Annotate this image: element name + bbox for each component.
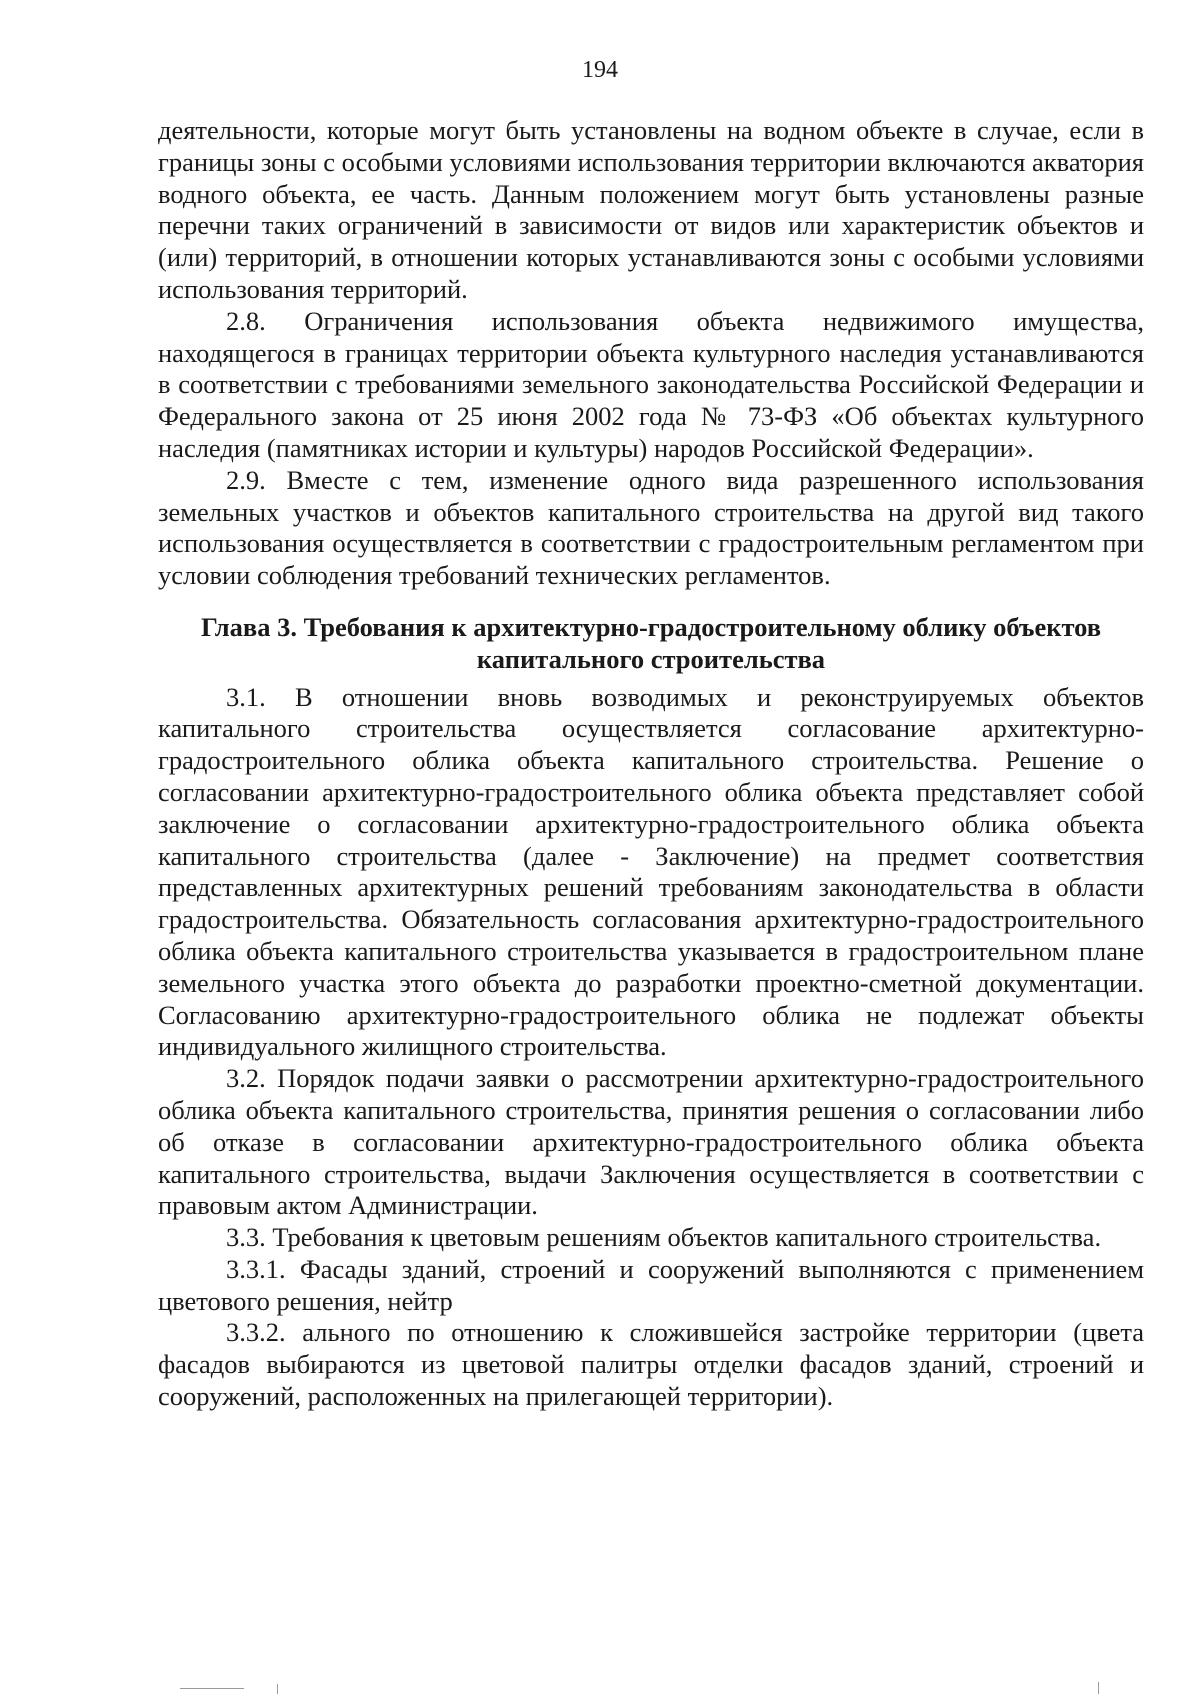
paragraph-3-2: 3.2. Порядок подачи заявки о рассмотрении архитектурно-градостроительного облика объекта капитального строительства, принятия решения о согласовании либо об отказе в согласовании архитектурно-градостроительного облика объекта капитального строительства, выдачи Заключения осуществляется в соответствии с правовым актом Администрации.: [158, 1063, 1144, 1221]
paragraph-3-3-2: 3.3.2. ального по отношению к сложившейся застройке территории (цвета фасадов выбираются из цветовой палитры отделки фасадов зданий, строений и сооружений, расположенных на прилегающей территории).: [158, 1317, 1144, 1412]
chapter-3-heading: [158, 612, 1144, 676]
page-number: 194: [582, 57, 618, 83]
scan-artifact-right: [1098, 1682, 1099, 1694]
chapter-heading-line-2: капитального строительства: [476, 643, 826, 674]
paragraph-3-3-1: 3.3.1. Фасады зданий, строений и сооружений выполняются с применением цветового решения, нейтр: [158, 1253, 1144, 1316]
paragraph-continuation: деятельности, которые могут быть установлены на водном объекте в случае, если в границы зоны с особыми условиями использования территории включаются акватория водного объекта, ее часть. Данным положением могут быть установлены разные перечни таких ограничений в зависимости от видов или характеристик объектов и (или) территорий, в отношении которых устанавливаются зоны с особыми условиями использования территорий.: [158, 115, 1144, 304]
scan-artifact-tick: [277, 1684, 278, 1694]
paragraph-3-1: 3.1. В отношении вновь возводимых и реконструируемых объектов капитального строительства осуществляется согласование архитектурно-градостроительного облика объекта капитального строительства. Решение о согласовании архитектурно-градостроительного облика объекта представляет собой заключение о согласовании архитектурно-градостроительного облика объекта капитального строительства (далее - Заключение) на предмет соответствия представленных архитектурных решений требованиям законодательства в области градостроительства. Обязательность согласования архитектурно-градостроительного облика объекта капитального строительства указывается в градостроительном плане земельного участка этого объекта до разработки проектно-сметной документации. Согласованию архитектурно-градостроительного облика не подлежат объекты индивидуального жилищного строительства.: [158, 681, 1144, 1062]
chapter-heading-line-1: Глава 3. Требования к архитектурно-градостроительному облику объектов: [200, 611, 1102, 642]
paragraph-2-8: 2.8. Ограничения использования объекта недвижимого имущества, находящегося в границах территории объекта культурного наследия устанавливаются в соответствии с требованиями земельного законодательства Российской Федерации и Федерального закона от 25 июня 2002 года № 73-ФЗ «Об объектах культурного наследия (памятниках истории и культуры) народов Российской Федерации».: [158, 305, 1144, 463]
paragraph-3-3: 3.3. Требования к цветовым решениям объектов капитального строительства.: [226, 1222, 1102, 1253]
page-body: [158, 115, 1144, 1413]
scan-artifact-left: [180, 1688, 244, 1689]
paragraph-2-9: 2.9. Вместе с тем, изменение одного вида разрешенного использования земельных участков и объектов капитального строительства на другой вид такого использования осуществляется в соответствии с градостроительным регламентом при условии соблюдения требований технических регламентов.: [158, 464, 1144, 591]
